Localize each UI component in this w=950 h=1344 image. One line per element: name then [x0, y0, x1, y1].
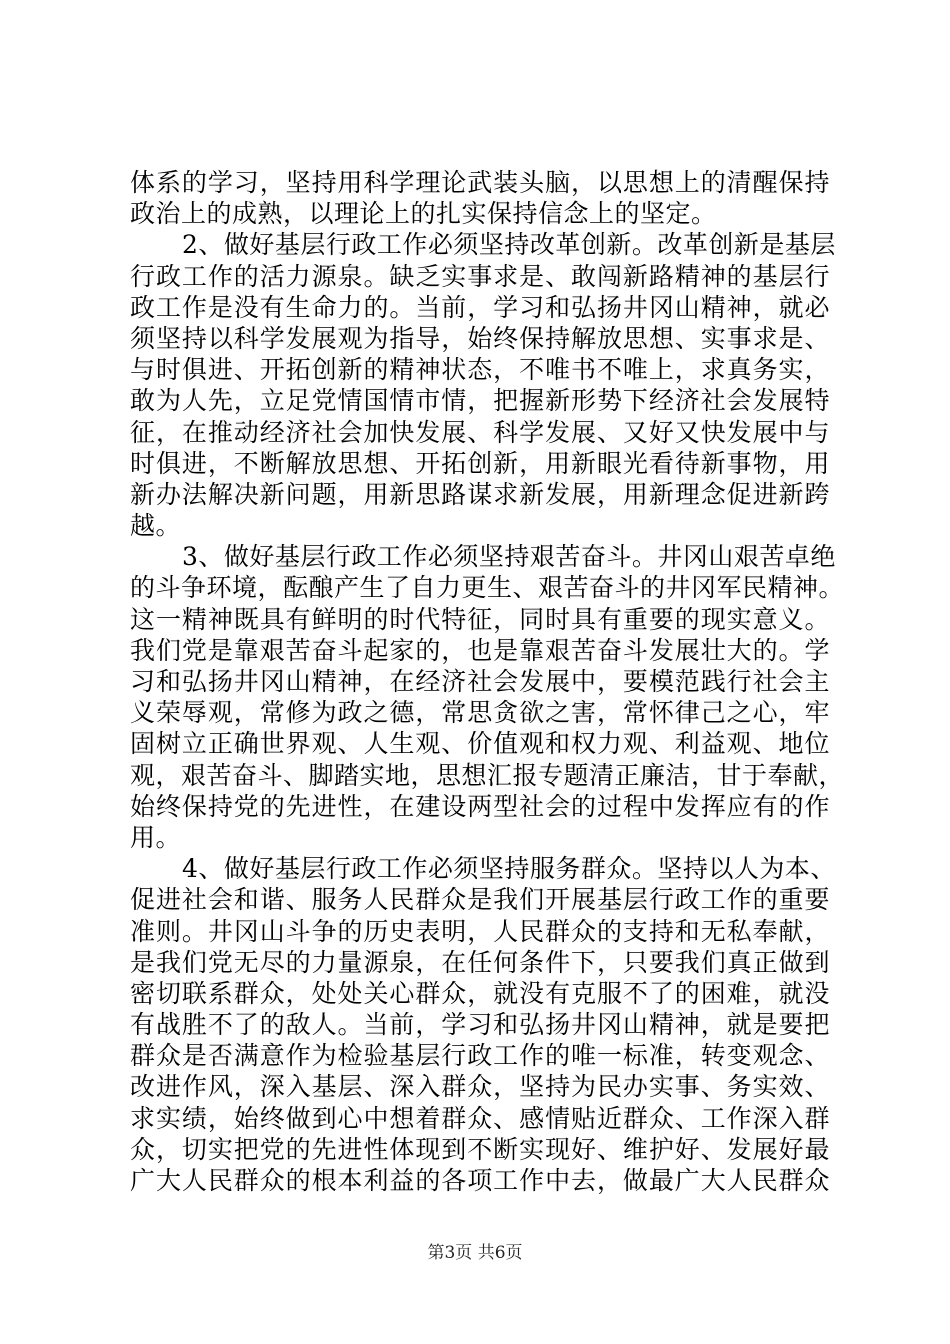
text-line: 固树立正确世界观、人生观、价值观和权力观、利益观、地位	[130, 729, 830, 759]
text-line: 新办法解决新问题，用新思路谋求新发展，用新理念促进新跨	[130, 479, 830, 509]
document-body	[130, 167, 845, 1196]
text-line: 义荣辱观，常修为政之德，常思贪欲之害，常怀律己之心，牢	[130, 698, 830, 728]
text-line: 有战胜不了的敌人。当前，学习和弘扬井冈山精神，就是要把	[130, 1010, 830, 1040]
text-line: 征，在推动经济社会加快发展、科学发展、又好又快发展中与	[130, 417, 830, 447]
text-line: 群众是否满意作为检验基层行政工作的唯一标准，转变观念、	[130, 1041, 830, 1071]
text-line: 敢为人先，立足党情国情市情，把握新形势下经济社会发展特	[130, 386, 830, 416]
text-line: 用。	[130, 822, 182, 852]
text-line: 4、做好基层行政工作必须坚持服务群众。坚持以人为本、	[182, 854, 836, 884]
text-line: 时俱进，不断解放思想、开拓创新，用新眼光看待新事物，用	[130, 448, 830, 478]
text-line: 2、做好基层行政工作必须坚持改革创新。改革创新是基层	[182, 230, 836, 260]
page-number: 第3页 共6页	[427, 1243, 523, 1263]
text-line: 行政工作的活力源泉。缺乏实事求是、敢闯新路精神的基层行	[130, 261, 830, 291]
text-line: 众，切实把党的先进性体现到不断实现好、维护好、发展好最	[130, 1134, 830, 1164]
text-line: 准则。井冈山斗争的历史表明，人民群众的支持和无私奉献，	[130, 916, 830, 946]
text-line: 习和弘扬井冈山精神，在经济社会发展中，要模范践行社会主	[130, 667, 830, 696]
text-line: 是我们党无尽的力量源泉，在任何条件下，只要我们真正做到	[130, 947, 830, 977]
text-line: 促进社会和谐、服务人民群众是我们开展基层行政工作的重要	[130, 885, 830, 915]
text-line: 改进作风，深入基层、深入群众，坚持为民办实事、务实效、	[130, 1072, 830, 1102]
text-line: 这一精神既具有鲜明的时代特征，同时具有重要的现实意义。	[130, 604, 830, 634]
text-line: 始终保持党的先进性，在建设两型社会的过程中发挥应有的作	[130, 791, 830, 821]
text-line: 求实绩，始终做到心中想着群众、感情贴近群众、工作深入群	[130, 1103, 830, 1133]
text-line: 密切联系群众，处处关心群众，就没有克服不了的困难，就没	[130, 978, 830, 1008]
text-line: 政工作是没有生命力的。当前，学习和弘扬井冈山精神，就必	[130, 292, 830, 322]
text-line: 须坚持以科学发展观为指导，始终保持解放思想、实事求是、	[130, 323, 830, 353]
text-line: 政治上的成熟，以理论上的扎实保持信念上的坚定。	[130, 199, 717, 229]
text-line: 体系的学习，坚持用科学理论武装头脑，以思想上的清醒保持	[130, 168, 830, 197]
text-line: 越。	[130, 511, 182, 541]
text-line: 与时俱进、开拓创新的精神状态，不唯书不唯上，求真务实，	[130, 355, 830, 385]
text-line: 的斗争环境，酝酿产生了自力更生、艰苦奋斗的井冈军民精神。	[130, 573, 845, 603]
text-line: 观，艰苦奋斗、脚踏实地，思想汇报专题清正廉洁，甘于奉献，	[130, 760, 845, 790]
text-line: 3、做好基层行政工作必须坚持艰苦奋斗。井冈山艰苦卓绝	[182, 542, 836, 572]
text-line: 广大人民群众的根本利益的各项工作中去，做最广大人民群众	[130, 1166, 830, 1195]
text-line: 我们党是靠艰苦奋斗起家的，也是靠艰苦奋斗发展壮大的。学	[130, 635, 830, 665]
